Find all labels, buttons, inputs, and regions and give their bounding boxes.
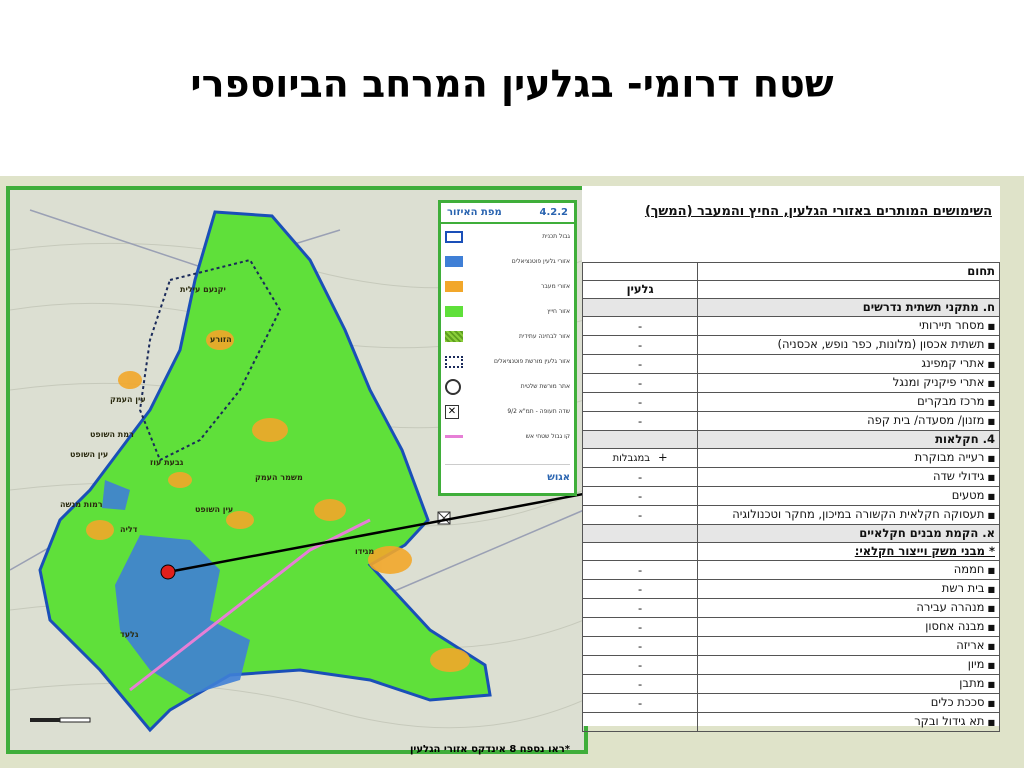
legend-item-plan-boundary: גבול תכנית <box>441 224 574 249</box>
row-label: ■מתבן <box>698 675 1000 694</box>
table-row <box>583 561 1000 580</box>
permitted-uses-document <box>582 186 1000 726</box>
bullet-icon: ■ <box>987 623 995 632</box>
row-label: ■תא גידול ובקר <box>698 713 1000 732</box>
row-value: +במגבלות <box>583 449 698 468</box>
bullet-icon: ■ <box>987 604 995 613</box>
table-row <box>583 713 1000 732</box>
table-row <box>583 525 1000 543</box>
bullet-icon: ■ <box>987 417 995 426</box>
pointer-marker <box>161 565 175 579</box>
row-label: ■אתרי פיקניק ומנגל <box>698 374 1000 393</box>
place-label: דליה <box>120 525 138 534</box>
row-value: - <box>583 355 698 374</box>
table-row <box>583 468 1000 487</box>
row-value: - <box>583 374 698 393</box>
row-label: א. הקמת מבנים חקלאיים <box>698 525 1000 543</box>
place-label: משמר העמק <box>255 473 303 482</box>
table-row <box>583 317 1000 336</box>
row-note: במגבלות <box>612 453 651 464</box>
buffer-swatch-icon <box>445 306 463 317</box>
scale-bar <box>30 718 90 722</box>
bullet-icon: ■ <box>987 492 995 501</box>
legend-item-airfield: שדה תעופה - תמ"א 9/2 ✕ <box>441 399 574 424</box>
table-row <box>583 675 1000 694</box>
map-legend <box>438 200 577 496</box>
table-row <box>583 543 1000 561</box>
place-label: עין השופט <box>70 450 109 459</box>
row-value: - <box>583 675 698 694</box>
row-value: - <box>583 694 698 713</box>
row-value: - <box>583 618 698 637</box>
bullet-icon: ■ <box>987 341 995 350</box>
column-header: תחום <box>698 263 1000 281</box>
table-header-row <box>583 263 1000 281</box>
row-label: ■סככת כלים <box>698 694 1000 713</box>
table-row <box>583 580 1000 599</box>
table-subheader-row <box>583 281 1000 299</box>
table-row <box>583 393 1000 412</box>
row-value <box>583 543 698 561</box>
future-swatch-icon <box>445 331 463 342</box>
bullet-icon: ■ <box>987 585 995 594</box>
row-value <box>583 431 698 449</box>
legend-item-heritage: אזור גלעין מורשת פוטנציאלים <box>441 349 574 374</box>
table-row <box>583 412 1000 431</box>
row-value: - <box>583 468 698 487</box>
row-label: ח. מתקני תשתית נדרשים <box>698 299 1000 317</box>
uses-table <box>582 262 1000 732</box>
legend-number: 4.2.2 <box>539 207 568 218</box>
dotted-outline-icon <box>445 356 463 368</box>
table-row <box>583 449 1000 468</box>
core-swatch-icon <box>445 256 463 267</box>
table-row <box>583 637 1000 656</box>
bullet-icon: ■ <box>987 322 995 331</box>
place-label: מגידו <box>355 547 375 556</box>
bullet-icon: ■ <box>987 718 995 727</box>
row-label: ■אריזה <box>698 637 1000 656</box>
bullet-icon: ■ <box>987 566 995 575</box>
row-value: - <box>583 393 698 412</box>
row-label: ■גידולי שדה <box>698 468 1000 487</box>
place-label: יקנעם עילית <box>180 285 226 294</box>
row-value: - <box>583 317 698 336</box>
row-value: - <box>583 637 698 656</box>
legend-item-transit: אזורי מעבר <box>441 274 574 299</box>
table-row <box>583 618 1000 637</box>
place-label: עין העמק <box>110 395 146 404</box>
place-label: גבעת עוז <box>150 458 184 467</box>
bullet-icon: ■ <box>987 680 995 689</box>
row-label: ■תשתית אכסון (מלונות, כפר נופש, אכסניה) <box>698 336 1000 355</box>
row-value: - <box>583 487 698 506</box>
row-value <box>583 525 698 543</box>
fire-line-icon <box>445 435 463 438</box>
bullet-icon: ■ <box>987 661 995 670</box>
legend-item-future: אזור לבחינה עתידית <box>441 324 574 349</box>
row-label: ■מרכז מבקרים <box>698 393 1000 412</box>
row-label: ■בית רשת <box>698 580 1000 599</box>
row-value: - <box>583 580 698 599</box>
row-value <box>583 299 698 317</box>
transit-swatch-icon <box>445 281 463 292</box>
legend-item-fire-zone: קו גבול שטחי אש <box>441 424 574 449</box>
bullet-icon: ■ <box>987 473 995 482</box>
table-row <box>583 656 1000 675</box>
row-value: - <box>583 561 698 580</box>
table-row <box>583 355 1000 374</box>
table-row <box>583 299 1000 317</box>
table-row <box>583 374 1000 393</box>
table-row <box>583 599 1000 618</box>
x-box-icon: ✕ <box>445 405 459 419</box>
row-value: - <box>583 412 698 431</box>
row-label: 4. חקלאות <box>698 431 1000 449</box>
row-value: - <box>583 599 698 618</box>
row-label: ■אתרי קמפינג <box>698 355 1000 374</box>
row-label: ■מנהרה עבירה <box>698 599 1000 618</box>
bullet-icon: ■ <box>987 379 995 388</box>
document-heading: השימושים המותרים באזורי הגלעין, החיץ והמעבר (המשך) <box>644 204 992 219</box>
legend-item-buffer: אזור חייץ <box>441 299 574 324</box>
bullet-icon: ■ <box>987 699 995 708</box>
legend-item-heritage-site: אתר מורשת שלטית <box>441 374 574 399</box>
row-label: ■חממה <box>698 561 1000 580</box>
place-label: רמת השופט <box>90 430 134 439</box>
legend-item-core: אזורי גלעין פוטנציאלים <box>441 249 574 274</box>
bullet-icon: ■ <box>987 642 995 651</box>
logo: אגוש <box>547 471 570 483</box>
place-label: עין השופט <box>195 505 234 514</box>
row-label: ■מסחר תיירותי <box>698 317 1000 336</box>
row-label: ■תעסוקה חקלאית הקשורה במיכון, מחקר וטכנולוגיה <box>698 506 1000 525</box>
row-value: - <box>583 336 698 355</box>
slide-title: שטח דרומי- בגלעין המרחב הביוספרי <box>190 62 834 106</box>
map-caption: *ראו נספח 8 אינדקס אזורי הגלעין <box>410 744 571 755</box>
place-label: הזורע <box>210 335 232 344</box>
column-value-header: גלעין <box>583 281 698 299</box>
row-label: ■מזנון/ מסעדה/ בית קפה <box>698 412 1000 431</box>
row-label: ■מבנה אחסון <box>698 618 1000 637</box>
table-row <box>583 487 1000 506</box>
row-value: - <box>583 656 698 675</box>
bullet-icon: ■ <box>987 398 995 407</box>
row-value <box>583 713 698 732</box>
table-row <box>583 506 1000 525</box>
table-row <box>583 336 1000 355</box>
row-label: ■מיון <box>698 656 1000 675</box>
place-label: גלעד <box>120 630 139 639</box>
outline-rect-icon <box>445 231 463 243</box>
table-row <box>583 694 1000 713</box>
legend-footer <box>445 464 570 489</box>
legend-header <box>441 203 574 224</box>
circle-target-icon <box>445 379 461 395</box>
place-label: רמות מנשה <box>60 500 103 509</box>
bullet-icon: ■ <box>987 511 995 520</box>
bullet-icon: ■ <box>987 360 995 369</box>
row-label: ■מטעים <box>698 487 1000 506</box>
row-label: ■רעייה מבוקרת <box>698 449 1000 468</box>
row-value: - <box>583 506 698 525</box>
bullet-icon: ■ <box>987 454 995 463</box>
row-label: * מבני משק וייצור חקלאי: <box>698 543 1000 561</box>
legend-title: מפת האיזור <box>447 207 502 218</box>
table-row <box>583 431 1000 449</box>
